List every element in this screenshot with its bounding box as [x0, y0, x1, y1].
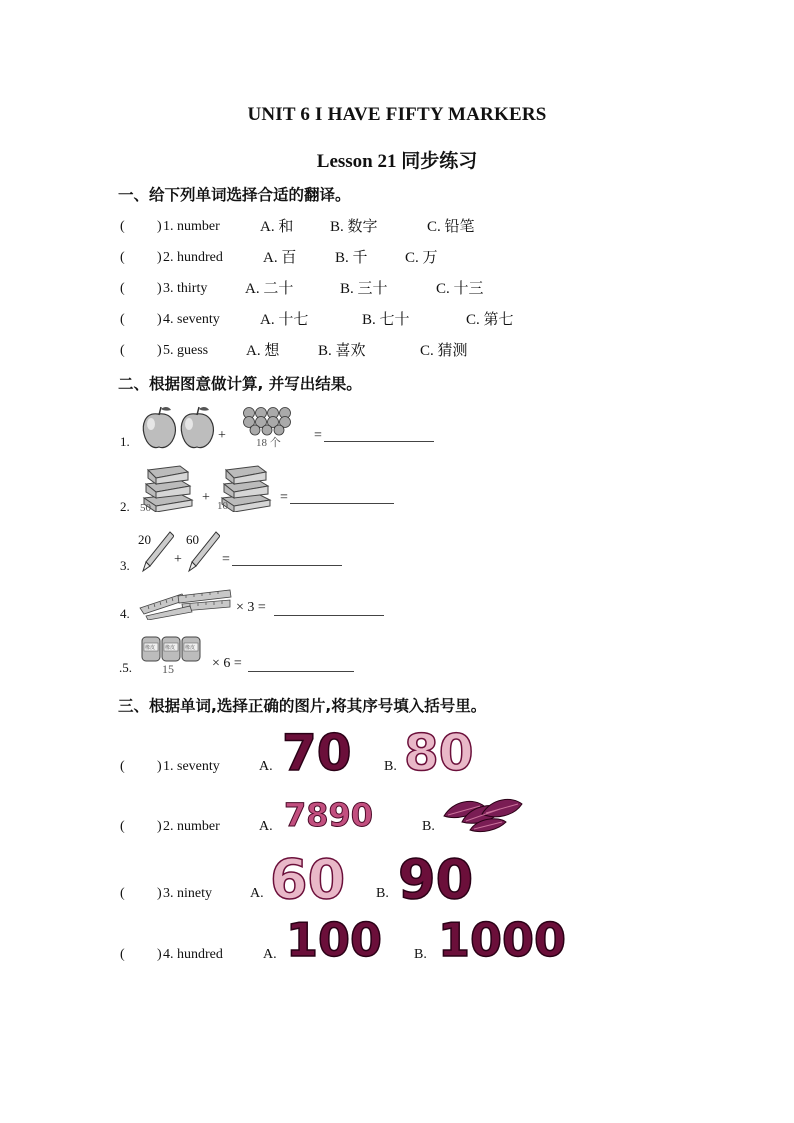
- answer-paren-close: ): [157, 343, 162, 358]
- option-a: A.: [263, 947, 277, 962]
- option-a: A. 和: [260, 219, 294, 235]
- answer-blank[interactable]: [274, 615, 384, 616]
- option-a: A.: [259, 819, 273, 834]
- option-a: A.: [250, 886, 264, 901]
- s2-question-4: [118, 584, 398, 624]
- answer-paren-open[interactable]: (: [120, 219, 125, 234]
- answer-paren-close: ): [157, 281, 162, 296]
- page-title: UNIT 6 I HAVE FIFTY MARKERS: [247, 104, 547, 125]
- option-b: B.: [376, 886, 389, 901]
- bubble-number: 60: [270, 850, 346, 904]
- erasers-icon: [140, 635, 204, 663]
- s1-question-1: [0, 217, 794, 237]
- s1-question-5: [0, 341, 794, 361]
- bubble-number: 7890: [284, 796, 374, 832]
- s2-question-5: [118, 634, 378, 678]
- s1-question-3: [0, 279, 794, 299]
- pencil-count-b: 60: [186, 532, 199, 547]
- equals-sign: =: [222, 552, 230, 567]
- question-word: 3. ninety: [163, 886, 212, 901]
- answer-paren-open[interactable]: (: [120, 312, 125, 327]
- option-c: C. 铅笔: [427, 219, 475, 235]
- question-number: 3.: [120, 558, 130, 573]
- question-number: 4.: [120, 606, 130, 621]
- pencil-count-a: 20: [138, 532, 151, 547]
- s2-question-2: [118, 464, 418, 516]
- question-word: ): [157, 219, 162, 234]
- section2-heading: 二、根据图意做计算, 并写出结果。: [118, 375, 362, 393]
- bubble-number: 80: [404, 726, 474, 776]
- question-word: 4. hundred: [163, 947, 223, 962]
- bubble-number: 1000: [438, 914, 567, 962]
- answer-paren-close: ): [157, 947, 162, 962]
- option-c: C. 万: [405, 250, 438, 266]
- option-b: B.: [384, 759, 397, 774]
- equals-sign: =: [314, 428, 322, 443]
- answer-paren-close: ): [157, 819, 162, 834]
- equals-sign: =: [280, 490, 288, 505]
- s1-question-2: [0, 248, 794, 268]
- eraser-count: 15: [162, 662, 174, 676]
- plus-sign: +: [202, 490, 210, 505]
- answer-paren-open[interactable]: (: [120, 886, 125, 901]
- times-operation: × 6 =: [212, 656, 242, 671]
- eraser-label: 橡皮: [145, 645, 156, 651]
- count-label: 18 个: [256, 437, 281, 449]
- option-b: B. 喜欢: [318, 343, 366, 359]
- number-60-image: [270, 850, 354, 904]
- option-b: B. 七十: [362, 312, 410, 328]
- books-count-a: 50: [140, 502, 151, 514]
- number-7890-image: [284, 796, 392, 832]
- question-number: 2.: [120, 499, 130, 514]
- number-1000-image: [438, 914, 574, 962]
- option-c: C. 第七: [466, 312, 514, 328]
- number-100-image: [286, 914, 390, 962]
- eraser-label: 橡皮: [165, 645, 176, 651]
- pencil-icon: [140, 530, 174, 574]
- bubble-number: 70: [282, 726, 352, 776]
- answer-blank[interactable]: [324, 441, 434, 442]
- answer-paren-close: ): [157, 250, 162, 265]
- answer-paren-close: ): [157, 886, 162, 901]
- answer-paren-close: ): [157, 312, 162, 327]
- s2-question-1: [118, 404, 448, 454]
- answer-paren-close: ): [157, 759, 162, 774]
- apples-image: [140, 406, 216, 450]
- s3-question-2: [0, 817, 794, 837]
- bubble-number: 100: [286, 914, 383, 962]
- question-number: .5.: [119, 660, 132, 675]
- number-70-image: [282, 726, 360, 776]
- eraser-label: 橡皮: [185, 645, 196, 651]
- question-number: 1.: [120, 434, 130, 449]
- s1-question-4: [0, 310, 794, 330]
- s2-question-3: [118, 528, 358, 576]
- books-count-b: 10: [217, 500, 228, 512]
- option-a: A. 二十: [245, 281, 294, 297]
- pencil-icon: [186, 530, 220, 574]
- question-word: 5. guess: [163, 343, 209, 358]
- section3-heading: 三、根据单词,选择正确的图片,将其序号填入括号里。: [118, 697, 487, 715]
- question-word: 4. seventy: [163, 312, 220, 327]
- option-b: B. 数字: [330, 219, 378, 235]
- answer-blank[interactable]: [232, 565, 342, 566]
- option-b: B.: [422, 819, 435, 834]
- answer-paren-open[interactable]: (: [120, 947, 125, 962]
- answer-paren-open[interactable]: (: [120, 819, 125, 834]
- plus-sign: +: [218, 428, 226, 443]
- option-b: B. 三十: [340, 281, 388, 297]
- times-operation: × 3 =: [236, 600, 266, 615]
- page-subtitle: Lesson 21 同步练习: [316, 151, 478, 172]
- number-80-image: [404, 726, 482, 776]
- answer-paren-open[interactable]: (: [120, 250, 125, 265]
- question-word: 1. seventy: [163, 759, 220, 774]
- number-90-image: [398, 850, 482, 904]
- plus-sign: +: [174, 552, 182, 567]
- s3-question-1: [0, 757, 794, 777]
- answer-paren-open[interactable]: (: [120, 281, 125, 296]
- answer-blank[interactable]: [248, 671, 354, 672]
- answer-blank[interactable]: [290, 503, 394, 504]
- option-a: A. 十七: [260, 312, 309, 328]
- answer-paren-open[interactable]: (: [120, 759, 125, 774]
- option-c: C. 猜测: [420, 343, 468, 359]
- leaves-image: [440, 792, 526, 834]
- s3-question-3: [0, 884, 794, 904]
- bubble-number: 90: [398, 850, 474, 904]
- question-word: 3. thirty: [163, 281, 208, 296]
- question-word: 2. hundred: [163, 250, 223, 265]
- apple-group-icon: [242, 406, 296, 436]
- option-b: B.: [414, 947, 427, 962]
- rulers-icon: [138, 586, 234, 620]
- question-word: 1. number: [163, 219, 220, 234]
- answer-paren-open[interactable]: (: [120, 343, 125, 358]
- s3-question-4: [0, 945, 794, 965]
- option-a: A. 百: [263, 250, 297, 266]
- option-c: C. 十三: [436, 281, 484, 297]
- option-b: B. 千: [335, 250, 368, 266]
- section1-heading: 一、给下列单词选择合适的翻译。: [118, 186, 351, 204]
- question-word: 2. number: [163, 819, 220, 834]
- option-a: A. 想: [246, 343, 280, 359]
- option-a: A.: [259, 759, 273, 774]
